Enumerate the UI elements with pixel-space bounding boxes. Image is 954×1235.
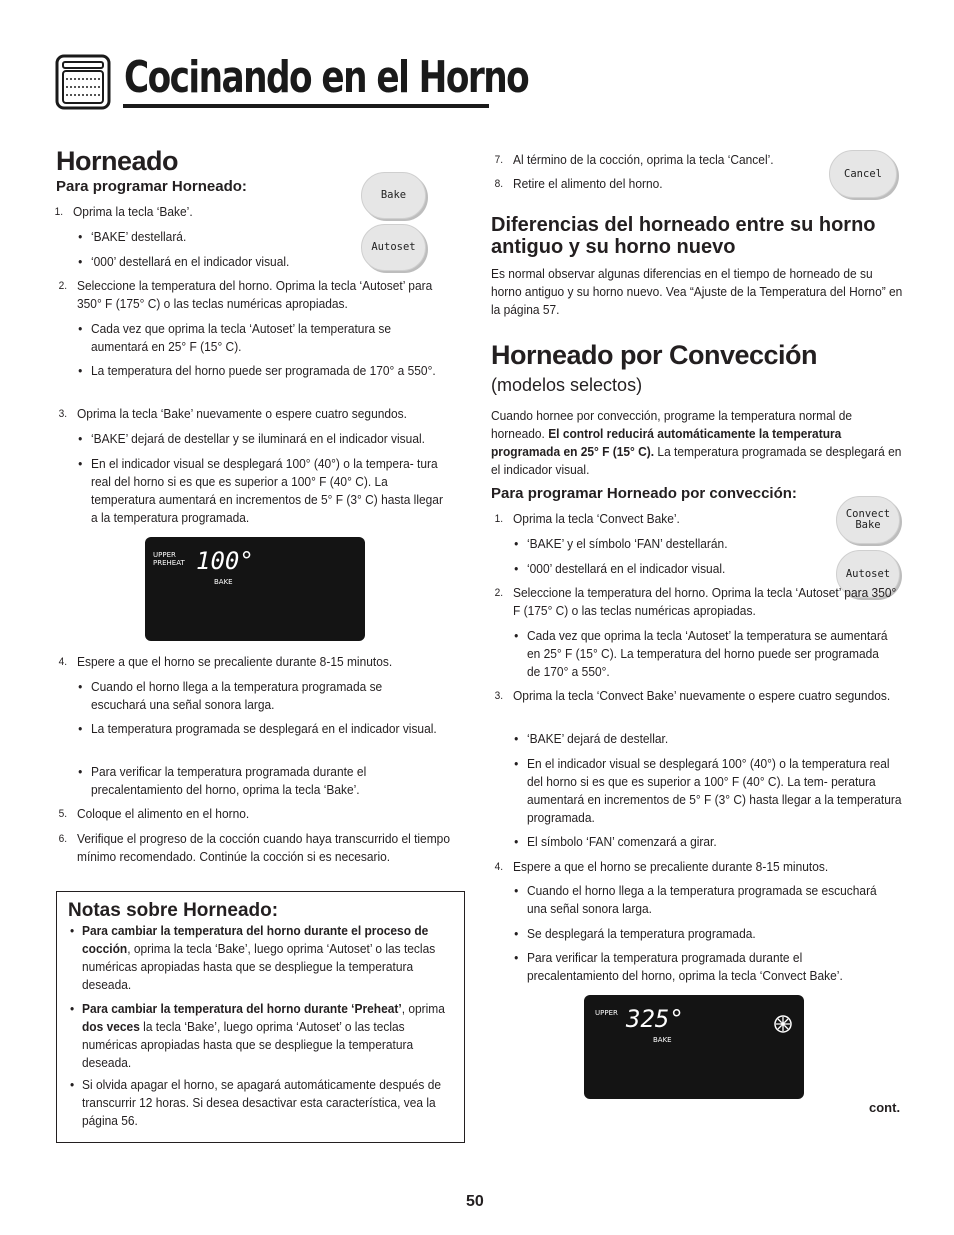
- bullet: • Para verificar la temperatura programada durante el precalentamiento del horno, oprima la tecla ‘Bake’.: [91, 763, 441, 799]
- conv-step-1: 1. Oprima la tecla ‘Convect Bake’.: [494, 511, 680, 526]
- oven-display-convect: [584, 995, 804, 1099]
- bullet: • ‘000’ destellará en el indicador visual.: [527, 560, 803, 578]
- oven-display-preheat: [145, 537, 365, 641]
- step-5: 5. Coloque el alimento en el horno.: [58, 806, 250, 821]
- bullet: • ‘BAKE’ dejará de destellar.: [527, 730, 890, 748]
- note-3: • Si olvida apagar el horno, se apagará automáticamente después de transcurrir 12 horas. Si desea desactivar esta característica, vea la página 56.: [82, 1076, 450, 1130]
- cancel-key: Cancel: [829, 150, 897, 198]
- step-4: 4. Espere a que el horno se precaliente durante 8-15 minutos.: [58, 654, 393, 669]
- notes-box: [56, 891, 465, 1143]
- note-1: • Para cambiar la temperatura del horno durante el proceso de cocción, oprima la tecla ‘Bake’, luego oprima ‘Autoset’ o las teclas numéricas apropiadas hasta que se despliegue la temperatura deseada.: [82, 922, 450, 994]
- step-8: 8. Retire el alimento del horno.: [494, 176, 663, 191]
- bullet: • ‘000’ destellará en el indicador visual.: [91, 253, 339, 271]
- autoset-key: Autoset: [361, 224, 426, 271]
- subheading-programar: Para programar Horneado:: [56, 178, 247, 195]
- convection-intro: Cuando hornee por convección, programe la temperatura normal de horneado. El control reducirá automáticamente la temperatura programada en 25° F (15° C). La temperatura programada se desplegará en el indicador visual.: [491, 408, 902, 477]
- fan-icon: [773, 1014, 793, 1034]
- conv-step-2: 2. Seleccione la temperatura del horno. Oprima la tecla ‘Autoset’ para 350° F (175° C) o las teclas numéricas apropiadas.: [494, 585, 897, 618]
- section-heading-horneado: Horneado: [56, 146, 179, 176]
- oven-icon: [55, 54, 111, 110]
- display-temp: 100°: [196, 547, 254, 575]
- bullet: • Cuando el horno llega a la temperatura programada se escuchará una señal sonora larga.: [91, 678, 441, 714]
- convection-heading: Horneado por Convección: [491, 340, 818, 370]
- bullet: • Cada vez que oprima la tecla ‘Autoset’ la temperatura se aumentará en 25° F (15° C).: [91, 320, 441, 356]
- bullet: • Cada vez que oprima la tecla ‘Autoset’ la temperatura se aumentará en 25° F (15° C). La temperatura del horno puede ser programada de 170° a 550°.: [527, 627, 890, 681]
- continued-label: cont.: [869, 1100, 901, 1115]
- differences-text: Es normal observar algunas diferencias en el tiempo de horneado de su horno antiguo y su horno nuevo. Vea “Ajuste de la Temperatura del Horno” en la página 57.: [491, 266, 903, 317]
- bullet: • En el indicador visual se desplegará 100° (40°) o la tempera- tura real del horno si es que es superior a 100° F (40° C). La temperatura aumentará en incrementos de 5° F (3° C) hasta llegar a la temperatura programada.: [91, 455, 445, 527]
- bullet: • Para verificar la temperatura programada durante el precalentamiento del horno, oprima la tecla ‘Convect Bake’.: [527, 949, 890, 985]
- conv-step-3: 3. Oprima la tecla ‘Convect Bake’ nuevamente o espere cuatro segundos.: [494, 688, 891, 703]
- display-mode: BAKE: [214, 578, 233, 586]
- bullet: • La temperatura del horno puede ser programada de 170° a 550°.: [91, 362, 441, 380]
- notes-title: Notas sobre Horneado:: [68, 900, 279, 921]
- step-1: 1. Oprima la tecla ‘Bake’.: [54, 204, 193, 219]
- page-number: 50: [466, 1193, 484, 1210]
- conv-step-4: 4. Espere a que el horno se precaliente durante 8-15 minutos.: [494, 859, 829, 874]
- step-2: 2. Seleccione la temperatura del horno. Oprima la tecla ‘Autoset’ para 350° F (175° C) o las teclas numéricas apropiadas.: [58, 278, 433, 311]
- display-upper: UPPER: [153, 551, 176, 559]
- step-7: 7. Al término de la cocción, oprima la tecla ‘Cancel’.: [494, 152, 774, 167]
- bullet: • Cuando el horno llega a la temperatura programada se escuchará una señal sonora larga.: [527, 882, 890, 918]
- display-temp: 325°: [626, 1005, 684, 1033]
- bullet: • ‘BAKE’ dejará de destellar y se iluminará en el indicador visual.: [91, 430, 487, 448]
- bullet: • ‘BAKE’ destellará.: [91, 228, 339, 246]
- bullet: • La temperatura programada se desplegará en el indicador visual.: [91, 720, 441, 738]
- step-6: 6. Verifique el progreso de la cocción cuando haya transcurrido el tiempo mínimo recomendado. Continúe la cocción si es necesario.: [58, 831, 450, 864]
- bullet: • Se desplegará la temperatura programada.: [527, 925, 890, 943]
- bake-key: Bake: [361, 172, 426, 219]
- display-upper: UPPER: [595, 1009, 618, 1017]
- bullet: • En el indicador visual se desplegará 100° (40°) o la temperatura real del horno si es que es superior a 100° F (40° C). La tem- peratura aumentará en incrementos de 5° F (3° C) hasta llegar a la temperatura programada.: [527, 755, 904, 827]
- step-3: 3. Oprima la tecla ‘Bake’ nuevamente o espere cuatro segundos.: [58, 406, 407, 421]
- page-title: Cocinando en el Horno: [124, 52, 529, 103]
- bullet: • ‘BAKE’ y el símbolo ‘FAN’ destellarán.: [527, 535, 803, 553]
- title-rule: [123, 104, 489, 108]
- convect-bake-key: Convect Bake: [836, 496, 900, 544]
- note-2: • Para cambiar la temperatura del horno durante ‘Preheat’, oprima dos veces la tecla ‘Bake’, luego oprima ‘Autoset’ o las teclas numéricas apropiadas hasta que se despliegue la temperatura deseada.: [82, 1000, 450, 1072]
- differences-heading: Diferencias del horneado entre su horno antiguo y su horno nuevo: [491, 214, 876, 258]
- display-preheat: PREHEAT: [153, 559, 185, 567]
- subheading-programar-conveccion: Para programar Horneado por convección:: [491, 485, 797, 502]
- bullet: • El símbolo ‘FAN’ comenzará a girar.: [527, 833, 890, 851]
- display-mode: BAKE: [653, 1036, 672, 1044]
- convection-subheading: (modelos selectos): [491, 375, 643, 395]
- autoset-key-convect: Autoset: [836, 550, 900, 598]
